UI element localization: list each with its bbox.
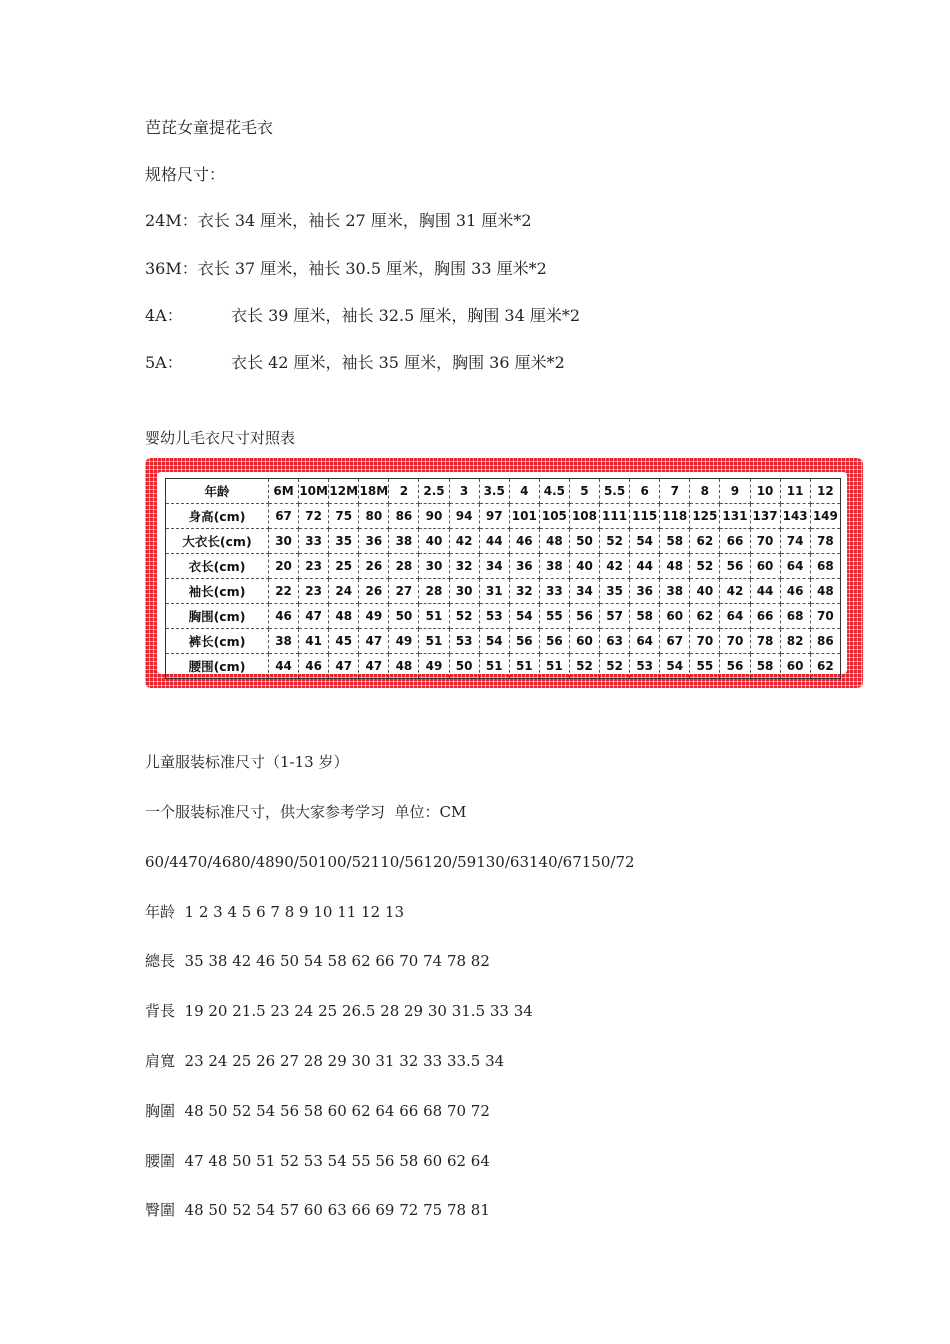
standard-size-row: 腰圍 47 48 50 51 52 53 54 55 56 58 60 62 64 bbox=[145, 1152, 490, 1170]
size-chart-age-header: 12 bbox=[810, 479, 840, 504]
size-chart-cell: 48 bbox=[329, 604, 359, 629]
size-chart-cell: 54 bbox=[630, 529, 660, 554]
size-chart-cell: 42 bbox=[600, 554, 630, 579]
standard-size-numbers: 60/4470/4680/4890/50100/52110/56120/59130/63140/67150/72 bbox=[145, 853, 635, 871]
size-chart-cell: 60 bbox=[750, 554, 780, 579]
size-chart-cell: 31 bbox=[479, 579, 509, 604]
size-chart-cell: 60 bbox=[569, 629, 599, 654]
size-chart-cell: 30 bbox=[449, 579, 479, 604]
size-chart-cell: 38 bbox=[269, 629, 299, 654]
size-chart-cell: 72 bbox=[299, 504, 329, 529]
size-chart-cell: 40 bbox=[690, 579, 720, 604]
size-chart-cell: 50 bbox=[389, 604, 419, 629]
size-chart-cell: 46 bbox=[509, 529, 539, 554]
size-chart-cell: 34 bbox=[569, 579, 599, 604]
size-chart-cell: 25 bbox=[329, 554, 359, 579]
size-chart-cell: 48 bbox=[660, 554, 690, 579]
size-chart-cell: 52 bbox=[600, 529, 630, 554]
spec-text: 衣长 37 厘米，袖长 30.5 厘米，胸围 33 厘米*2 bbox=[197, 259, 547, 278]
size-chart-cell: 55 bbox=[539, 604, 569, 629]
size-chart-cell: 42 bbox=[449, 529, 479, 554]
standard-size-row: 臀圍 48 50 52 54 57 60 63 66 69 72 75 78 81 bbox=[145, 1201, 490, 1219]
size-chart-cell: 105 bbox=[539, 504, 569, 529]
size-chart-cell: 56 bbox=[720, 654, 750, 679]
size-chart-cell: 64 bbox=[720, 604, 750, 629]
size-chart-cell: 60 bbox=[780, 654, 810, 679]
size-chart-cell: 53 bbox=[479, 604, 509, 629]
size-chart-cell: 50 bbox=[569, 529, 599, 554]
size-chart-row-label: 裤长(cm) bbox=[166, 629, 269, 654]
size-chart-cell: 52 bbox=[690, 554, 720, 579]
size-chart-cell: 47 bbox=[299, 604, 329, 629]
size-chart-age-header: 2 bbox=[389, 479, 419, 504]
size-chart-cell: 60 bbox=[660, 604, 690, 629]
size-chart-age-header: 10M bbox=[299, 479, 329, 504]
size-chart-row-label: 大衣长(cm) bbox=[166, 529, 269, 554]
size-chart-cell: 35 bbox=[329, 529, 359, 554]
standard-size-row: 肩寬 23 24 25 26 27 28 29 30 31 32 33 33.5 34 bbox=[145, 1052, 505, 1070]
size-chart-cell: 70 bbox=[750, 529, 780, 554]
size-chart-cell: 33 bbox=[299, 529, 329, 554]
size-chart-cell: 36 bbox=[509, 554, 539, 579]
spec-label: 36M： bbox=[145, 259, 198, 278]
size-chart-cell: 53 bbox=[449, 629, 479, 654]
size-chart-cell: 78 bbox=[750, 629, 780, 654]
size-chart-cell: 78 bbox=[810, 529, 840, 554]
size-chart-cell: 70 bbox=[720, 629, 750, 654]
spec-line bbox=[145, 211, 532, 231]
size-chart-age-header: 9 bbox=[720, 479, 750, 504]
size-chart-age-header: 6M bbox=[269, 479, 299, 504]
size-chart-cell: 49 bbox=[389, 629, 419, 654]
size-chart-cell: 46 bbox=[269, 604, 299, 629]
size-chart-age-header: 5 bbox=[569, 479, 599, 504]
size-chart-row bbox=[166, 654, 841, 679]
size-chart-cell: 22 bbox=[269, 579, 299, 604]
size-chart-cell: 90 bbox=[419, 504, 449, 529]
size-chart-row bbox=[166, 554, 841, 579]
size-chart-cell: 82 bbox=[780, 629, 810, 654]
size-chart-table bbox=[165, 478, 841, 679]
size-chart-cell: 44 bbox=[269, 654, 299, 679]
size-chart-cell: 46 bbox=[780, 579, 810, 604]
size-chart-cell: 56 bbox=[509, 629, 539, 654]
size-chart-cell: 62 bbox=[810, 654, 840, 679]
size-chart-cell: 48 bbox=[389, 654, 419, 679]
size-chart-cell: 64 bbox=[780, 554, 810, 579]
size-chart-cell: 108 bbox=[569, 504, 599, 529]
size-chart-cell: 44 bbox=[750, 579, 780, 604]
size-chart-cell: 35 bbox=[600, 579, 630, 604]
size-chart-age-header: 11 bbox=[780, 479, 810, 504]
size-chart-cell: 62 bbox=[690, 604, 720, 629]
size-chart-cell: 47 bbox=[359, 654, 389, 679]
size-chart-cell: 46 bbox=[299, 654, 329, 679]
size-chart-age-header: 3.5 bbox=[479, 479, 509, 504]
size-chart-cell: 44 bbox=[479, 529, 509, 554]
standard-size-row: 胸圍 48 50 52 54 56 58 60 62 64 66 68 70 72 bbox=[145, 1102, 490, 1120]
size-chart-cell: 51 bbox=[419, 604, 449, 629]
size-chart-cell: 58 bbox=[630, 604, 660, 629]
size-chart-age-header: 5.5 bbox=[600, 479, 630, 504]
size-chart-age-header: 12M bbox=[329, 479, 359, 504]
size-chart-cell: 51 bbox=[539, 654, 569, 679]
size-chart-cell: 66 bbox=[750, 604, 780, 629]
size-chart-cell: 75 bbox=[329, 504, 359, 529]
size-chart-cell: 40 bbox=[419, 529, 449, 554]
spec-text: 衣长 39 厘米，袖长 32.5 厘米，胸围 34 厘米*2 bbox=[231, 306, 581, 325]
size-chart-cell: 101 bbox=[509, 504, 539, 529]
size-chart-cell: 51 bbox=[419, 629, 449, 654]
size-chart-cell: 32 bbox=[449, 554, 479, 579]
size-chart-cell: 111 bbox=[600, 504, 630, 529]
size-chart-cell: 137 bbox=[750, 504, 780, 529]
size-chart-cell: 86 bbox=[389, 504, 419, 529]
size-chart-cell: 48 bbox=[810, 579, 840, 604]
size-chart-cell: 51 bbox=[509, 654, 539, 679]
size-chart-header-row bbox=[166, 479, 841, 504]
size-chart-cell: 54 bbox=[509, 604, 539, 629]
size-chart-cell: 38 bbox=[539, 554, 569, 579]
size-chart-cell: 24 bbox=[329, 579, 359, 604]
spec-label: 24M： bbox=[145, 211, 198, 230]
size-chart-cell: 55 bbox=[690, 654, 720, 679]
size-chart-panel bbox=[157, 472, 847, 674]
spec-label: 5A： bbox=[145, 353, 183, 372]
size-chart-cell: 52 bbox=[449, 604, 479, 629]
size-chart-cell: 26 bbox=[359, 554, 389, 579]
size-chart-cell: 50 bbox=[449, 654, 479, 679]
size-chart-cell: 66 bbox=[720, 529, 750, 554]
size-chart-age-header: 4 bbox=[509, 479, 539, 504]
size-chart-cell: 63 bbox=[600, 629, 630, 654]
size-chart-cell: 36 bbox=[630, 579, 660, 604]
size-chart-cell: 94 bbox=[449, 504, 479, 529]
size-chart-cell: 143 bbox=[780, 504, 810, 529]
size-chart-cell: 97 bbox=[479, 504, 509, 529]
size-chart-cell: 38 bbox=[660, 579, 690, 604]
size-chart-cell: 49 bbox=[359, 604, 389, 629]
size-chart-cell: 47 bbox=[359, 629, 389, 654]
size-chart-cell: 57 bbox=[600, 604, 630, 629]
size-chart-cell: 70 bbox=[690, 629, 720, 654]
size-chart-cell: 56 bbox=[539, 629, 569, 654]
spec-text: 衣长 34 厘米，袖长 27 厘米，胸围 31 厘米*2 bbox=[197, 211, 532, 230]
size-chart-row-label: 袖长(cm) bbox=[166, 579, 269, 604]
size-chart-cell: 41 bbox=[299, 629, 329, 654]
size-chart-row bbox=[166, 604, 841, 629]
size-chart-cell: 56 bbox=[720, 554, 750, 579]
size-chart-cell: 80 bbox=[359, 504, 389, 529]
size-chart-cell: 27 bbox=[389, 579, 419, 604]
size-chart-cell: 45 bbox=[329, 629, 359, 654]
size-chart-cell: 68 bbox=[780, 604, 810, 629]
size-chart-age-header: 2.5 bbox=[419, 479, 449, 504]
size-chart-cell: 62 bbox=[690, 529, 720, 554]
size-chart-cell: 28 bbox=[389, 554, 419, 579]
size-chart-cell: 20 bbox=[269, 554, 299, 579]
size-chart-row bbox=[166, 579, 841, 604]
size-chart-cell: 58 bbox=[660, 529, 690, 554]
size-chart-row-label: 腰围(cm) bbox=[166, 654, 269, 679]
size-chart-cell: 115 bbox=[630, 504, 660, 529]
size-chart-cell: 32 bbox=[509, 579, 539, 604]
size-chart-cell: 51 bbox=[479, 654, 509, 679]
size-chart-cell: 68 bbox=[810, 554, 840, 579]
size-chart-cell: 30 bbox=[419, 554, 449, 579]
size-chart-age-header: 18M bbox=[359, 479, 389, 504]
spec-line bbox=[145, 353, 565, 373]
size-chart-cell: 49 bbox=[419, 654, 449, 679]
size-chart-cell: 86 bbox=[810, 629, 840, 654]
size-chart-cell: 125 bbox=[690, 504, 720, 529]
size-chart-cell: 38 bbox=[389, 529, 419, 554]
size-chart-cell: 33 bbox=[539, 579, 569, 604]
size-chart-cell: 53 bbox=[630, 654, 660, 679]
standard-size-row: 背長 19 20 21.5 23 24 25 26.5 28 29 30 31.5 33 34 bbox=[145, 1002, 533, 1020]
size-chart-cell: 34 bbox=[479, 554, 509, 579]
size-chart-cell: 118 bbox=[660, 504, 690, 529]
size-chart-cell: 52 bbox=[569, 654, 599, 679]
spec-line bbox=[145, 259, 547, 279]
size-chart-cell: 40 bbox=[569, 554, 599, 579]
size-chart-row-label: 胸围(cm) bbox=[166, 604, 269, 629]
size-chart-row bbox=[166, 529, 841, 554]
size-chart-cell: 58 bbox=[750, 654, 780, 679]
size-chart-cell: 67 bbox=[269, 504, 299, 529]
size-chart-cell: 54 bbox=[660, 654, 690, 679]
size-chart-cell: 149 bbox=[810, 504, 840, 529]
size-chart-cell: 23 bbox=[299, 554, 329, 579]
chart-title: 婴幼儿毛衣尺寸对照表 bbox=[145, 429, 296, 447]
standard-size-row: 年龄 1 2 3 4 5 6 7 8 9 10 11 12 13 bbox=[145, 903, 404, 921]
size-chart-age-header: 8 bbox=[690, 479, 720, 504]
doc-title: 芭芘女童提花毛衣 bbox=[145, 118, 274, 137]
spec-label: 4A： bbox=[145, 306, 183, 325]
standard-size-title: 儿童服装标准尺寸（1-13 岁） bbox=[145, 753, 349, 771]
size-chart-cell: 131 bbox=[720, 504, 750, 529]
standard-size-row: 總長 35 38 42 46 50 54 58 62 66 70 74 78 82 bbox=[145, 952, 490, 970]
size-chart-cell: 67 bbox=[660, 629, 690, 654]
size-chart-cell: 36 bbox=[359, 529, 389, 554]
size-chart-cell: 23 bbox=[299, 579, 329, 604]
size-chart-cell: 56 bbox=[569, 604, 599, 629]
spec-text: 衣长 42 厘米，袖长 35 厘米，胸围 36 厘米*2 bbox=[231, 353, 565, 372]
size-chart-cell: 26 bbox=[359, 579, 389, 604]
size-chart-cell: 52 bbox=[600, 654, 630, 679]
size-chart-cell: 30 bbox=[269, 529, 299, 554]
spec-line bbox=[145, 306, 580, 326]
size-chart-age-header: 6 bbox=[630, 479, 660, 504]
size-chart-row bbox=[166, 504, 841, 529]
size-chart-cell: 64 bbox=[630, 629, 660, 654]
size-chart-row-label: 衣长(cm) bbox=[166, 554, 269, 579]
size-chart-frame bbox=[145, 458, 863, 688]
size-chart-cell: 74 bbox=[780, 529, 810, 554]
standard-size-intro: 一个服装标准尺寸，供大家参考学习 单位：CM bbox=[145, 803, 467, 821]
size-chart-cell: 47 bbox=[329, 654, 359, 679]
spec-heading: 规格尺寸： bbox=[145, 165, 226, 184]
size-chart-age-header: 4.5 bbox=[539, 479, 569, 504]
size-chart-cell: 28 bbox=[419, 579, 449, 604]
size-chart-row-label: 年龄 bbox=[166, 479, 269, 504]
size-chart-age-header: 7 bbox=[660, 479, 690, 504]
size-chart-age-header: 10 bbox=[750, 479, 780, 504]
size-chart-age-header: 3 bbox=[449, 479, 479, 504]
size-chart-cell: 70 bbox=[810, 604, 840, 629]
size-chart-cell: 48 bbox=[539, 529, 569, 554]
size-chart-cell: 44 bbox=[630, 554, 660, 579]
size-chart-row-label: 身高(cm) bbox=[166, 504, 269, 529]
size-chart-cell: 54 bbox=[479, 629, 509, 654]
size-chart-cell: 42 bbox=[720, 579, 750, 604]
size-chart-row bbox=[166, 629, 841, 654]
